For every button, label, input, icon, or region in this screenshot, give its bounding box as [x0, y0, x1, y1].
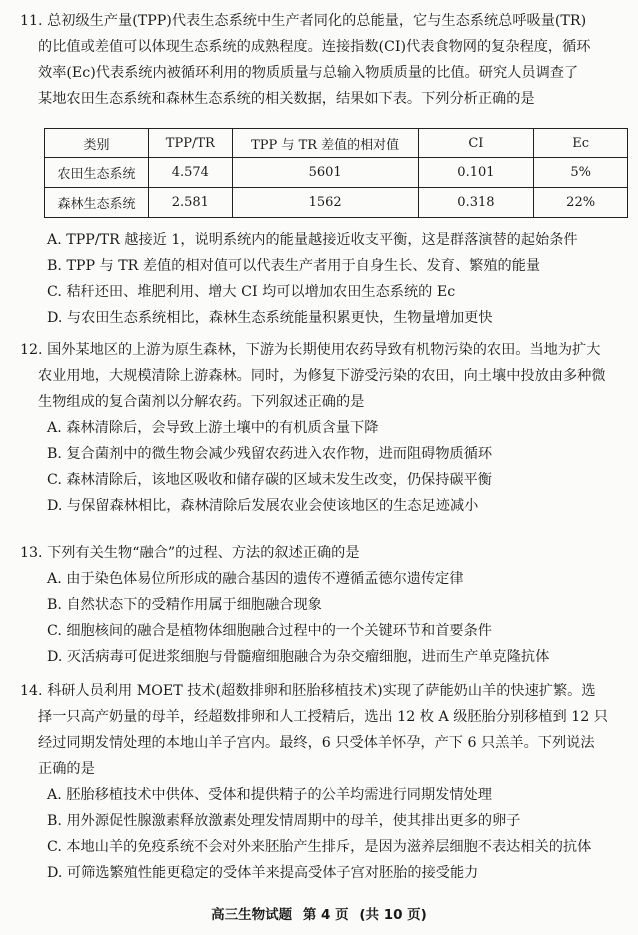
option-d[interactable]: D. 与保留森林相比，森林清除后发展农业会使该地区的生态足迹减小 — [47, 498, 479, 514]
question-11-stem-line: 11. 总初级生产量(TPP)代表生态系统中生产者同化的总能量，它与生态系统总呼吸量(TR) — [20, 13, 587, 29]
question-11-stem-line: 效率(Ec)代表系统内被循环利用的物质质量与总输入物质质量的比值。研究人员调查了 — [38, 65, 579, 81]
table-header-row — [45, 129, 628, 158]
question-11 — [20, 8, 624, 112]
question-14-stem-line: 经过同期发情处理的本地山羊子宫内。最终，6 只受体羊怀孕，产下 6 只羔羊。下列说法 — [38, 735, 595, 751]
table-cell: 4.574 — [148, 158, 232, 188]
option-d[interactable]: D. 与农田生态系统相比，森林生态系统能量积累更快，生物量增加更快 — [47, 310, 493, 326]
question-11-options — [20, 227, 624, 331]
option-a[interactable]: A. TPP/TR 越接近 1，说明系统内的能量越接近收支平衡，这是群落演替的起始条件 — [47, 232, 578, 248]
table-cell: 5601 — [232, 158, 418, 188]
footer-subject: 高三生物试题 — [211, 907, 293, 923]
question-14-stem-line: 择一只高产奶量的母羊，经超数排卵和人工授精后，选出 12 枚 A 级胚胎分别移植到 12 只 — [38, 709, 608, 725]
table-row — [45, 188, 628, 218]
option-c[interactable]: C. 森林清除后，该地区吸收和储存碳的区域未发生改变，仍保持碳平衡 — [47, 472, 492, 488]
question-11-stem-line: 的比值或差值可以体现生态系统的成熟程度。连接指数(CI)代表食物网的复杂程度，循环 — [38, 39, 591, 55]
option-c[interactable]: C. 本地山羊的免疫系统不会对外来胚胎产生排斥，是因为滋养层细胞不表达相关的抗体 — [47, 839, 592, 855]
table-header-cell: TPP 与 TR 差值的相对值 — [232, 129, 418, 158]
table-row — [45, 158, 628, 188]
option-a[interactable]: A. 由于染色体易位所形成的融合基因的遗传不遵循孟德尔遗传定律 — [47, 571, 464, 587]
footer-page-number: 第 4 页 — [302, 907, 349, 923]
question-12-stem-line: 农业用地，大规模清除上游森林。同时，为修复下游受污染的农田，向土壤中投放由多种微 — [38, 368, 606, 384]
option-a[interactable]: A. 森林清除后，会导致上游土壤中的有机质含量下降 — [47, 420, 379, 436]
data-table — [44, 128, 628, 218]
question-14 — [20, 678, 624, 886]
table-cell: 0.101 — [418, 158, 534, 188]
table-header-cell: 类别 — [45, 129, 149, 158]
table-cell: 5% — [534, 158, 628, 188]
table-header-cell: CI — [418, 129, 534, 158]
table-cell: 2.581 — [148, 188, 232, 218]
table-header-cell: TPP/TR — [148, 129, 232, 158]
footer-total-pages: (共 10 页) — [359, 907, 427, 923]
page-footer — [0, 903, 638, 923]
option-b[interactable]: B. 复合菌剂中的微生物会减少残留农药进入农作物，进而阻碍物质循环 — [47, 446, 493, 462]
table-cell: 0.318 — [418, 188, 534, 218]
option-c[interactable]: C. 秸秆还田、堆肥利用、增大 CI 均可以增加农田生态系统的 Ec — [47, 284, 456, 300]
option-b[interactable]: B. TPP 与 TR 差值的相对值可以代表生产者用于自身生长、发育、繁殖的能量 — [47, 258, 541, 274]
question-12-stem-line: 12. 国外某地区的上游为原生森林，下游为长期使用农药导致有机物污染的农田。当地为扩大 — [20, 342, 601, 358]
question-13-stem-line: 13. 下列有关生物“融合”的过程、方法的叙述正确的是 — [20, 545, 360, 561]
option-b[interactable]: B. 自然状态下的受精作用属于细胞融合现象 — [47, 597, 322, 613]
table-cell: 22% — [534, 188, 628, 218]
table-cell: 农田生态系统 — [45, 158, 149, 188]
question-13 — [20, 540, 624, 670]
option-c[interactable]: C. 细胞核间的融合是植物体细胞融合过程中的一个关键环节和首要条件 — [47, 623, 492, 639]
option-a[interactable]: A. 胚胎移植技术中供体、受体和提供精子的公羊均需进行同期发情处理 — [47, 787, 492, 803]
question-14-stem-line: 正确的是 — [38, 761, 95, 777]
table-cell: 1562 — [232, 188, 418, 218]
option-d[interactable]: D. 灭活病毒可促进浆细胞与骨髓瘤细胞融合为杂交瘤细胞，进而生产单克隆抗体 — [47, 649, 550, 665]
option-b[interactable]: B. 用外源促性腺激素释放激素处理发情周期中的母羊，使其排出更多的卵子 — [47, 813, 521, 829]
question-12-stem-line: 生物组成的复合菌剂以分解农药。下列叙述正确的是 — [38, 394, 365, 410]
question-14-stem-line: 14. 科研人员利用 MOET 技术(超数排卵和胚胎移植技术)实现了萨能奶山羊的快速扩繁。选 — [20, 683, 596, 699]
table-cell: 森林生态系统 — [45, 188, 149, 218]
question-12 — [20, 337, 624, 519]
option-d[interactable]: D. 可筛选繁殖性能更稳定的受体羊来提高受体子宫对胚胎的接受能力 — [47, 865, 479, 881]
question-11-stem-line: 某地农田生态系统和森林生态系统的相关数据，结果如下表。下列分析正确的是 — [38, 91, 535, 107]
table-header-cell: Ec — [534, 129, 628, 158]
